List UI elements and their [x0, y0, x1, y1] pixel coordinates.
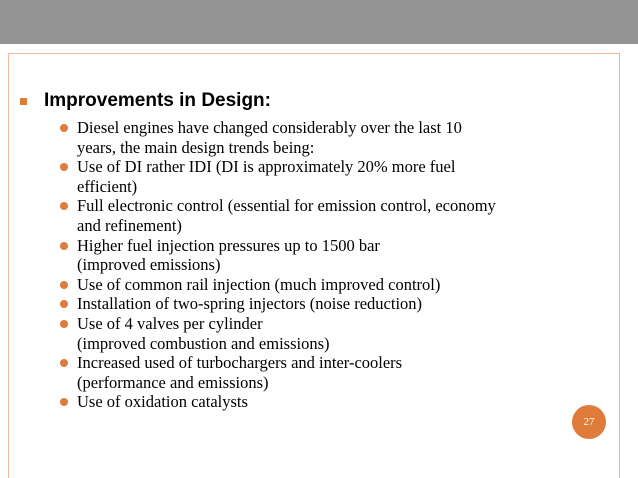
bullet-item	[60, 392, 600, 412]
bullet-dot-icon	[60, 202, 68, 210]
slide-heading-row	[20, 88, 271, 114]
bullet-line: and refinement)	[77, 215, 182, 235]
bullet-line: Installation of two-spring injectors (noise reduction)	[77, 294, 423, 314]
page-number: 27	[583, 416, 595, 428]
bullet-dot-icon	[60, 398, 68, 406]
bullet-dot-icon	[60, 242, 68, 250]
bullet-line: years, the main design trends being:	[77, 137, 315, 157]
bullet-dot-icon	[60, 124, 68, 132]
bullet-dot-icon	[60, 359, 68, 367]
bullet-item	[60, 118, 600, 157]
page-number-badge	[572, 405, 606, 439]
bullet-list	[60, 118, 600, 412]
bullet-line: Use of DI rather IDI (DI is approximately 20% more fuel	[77, 157, 456, 177]
bullet-line: Diesel engines have changed considerably over the last 10	[77, 118, 462, 137]
bullet-item	[60, 314, 600, 353]
bullet-dot-icon	[60, 163, 68, 171]
bullet-dot-icon	[60, 300, 68, 308]
bullet-dot-icon	[60, 320, 68, 328]
bullet-item	[60, 294, 600, 314]
slide-heading: Improvements in Design:	[44, 90, 271, 111]
bullet-item	[60, 157, 600, 196]
frame-line-top	[8, 53, 620, 54]
bullet-line: Use of oxidation catalysts	[77, 392, 248, 412]
bullet-item	[60, 275, 600, 295]
bullet-line: (improved combustion and emissions)	[77, 333, 330, 353]
frame-line-left	[8, 53, 9, 478]
square-bullet-icon	[20, 98, 27, 105]
slide-header-bar	[0, 0, 638, 44]
bullet-dot-icon	[60, 281, 68, 289]
bullet-item	[60, 353, 600, 392]
bullet-line: Use of 4 valves per cylinder	[77, 313, 263, 333]
bullet-line: (improved emissions)	[77, 255, 221, 275]
frame-line-right	[619, 53, 620, 478]
bullet-line: (performance and emissions)	[77, 372, 269, 392]
bullet-item	[60, 236, 600, 275]
bullet-line: Full electronic control (essential for emission control, economy	[77, 196, 496, 216]
bullet-line: Use of common rail injection (much improved control)	[77, 274, 441, 294]
bullet-line: Increased used of turbochargers and inter-coolers	[77, 353, 403, 373]
bullet-line: Higher fuel injection pressures up to 1500 bar	[77, 235, 380, 255]
bullet-line: efficient)	[77, 176, 138, 196]
bullet-item	[60, 196, 600, 235]
